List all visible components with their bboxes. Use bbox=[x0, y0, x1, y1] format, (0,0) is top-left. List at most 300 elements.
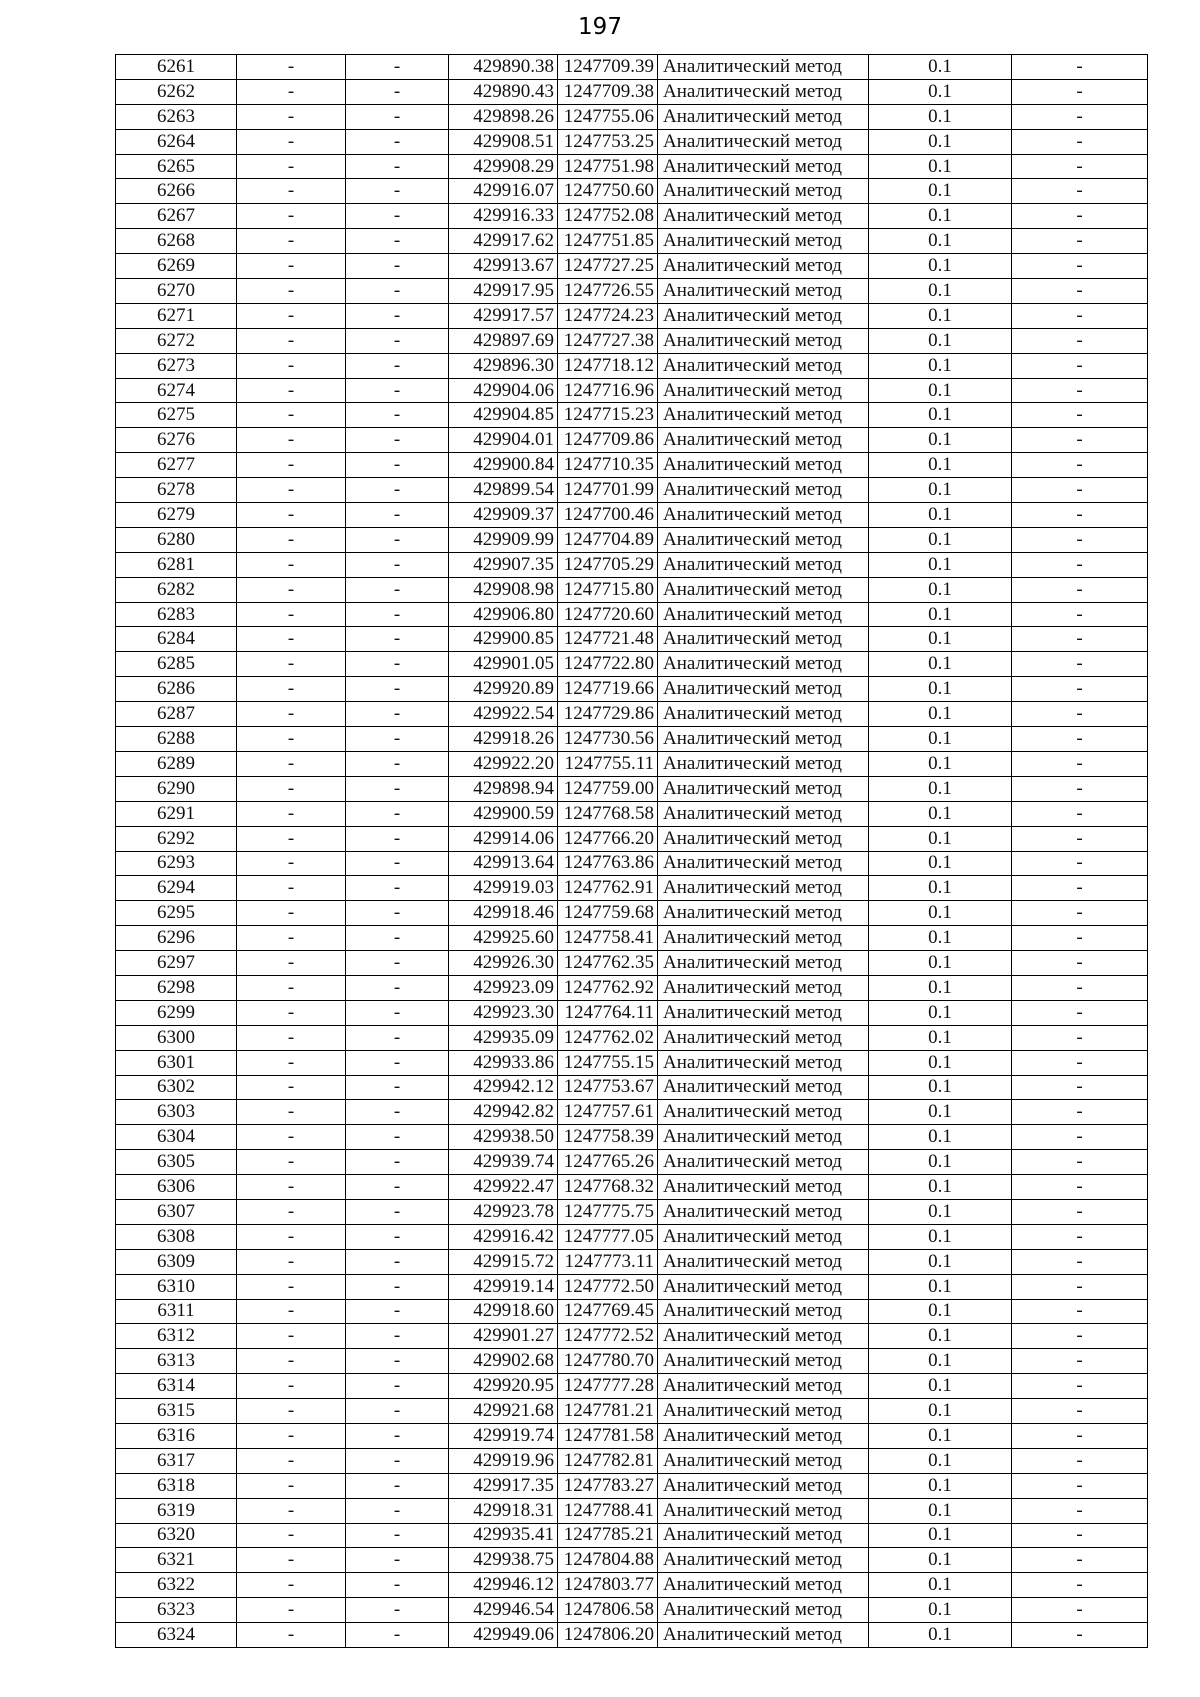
dash-cell-b: - bbox=[346, 975, 449, 1000]
dash-cell-b: - bbox=[346, 1523, 449, 1548]
method-cell: Аналитический метод bbox=[658, 1050, 869, 1075]
method-cell: Аналитический метод bbox=[658, 1349, 869, 1374]
dash-cell-c: - bbox=[1012, 478, 1148, 503]
dash-cell-c: - bbox=[1012, 702, 1148, 727]
precision-cell: 0.1 bbox=[869, 503, 1012, 528]
precision-cell: 0.1 bbox=[869, 702, 1012, 727]
y-coordinate-cell: 1247751.85 bbox=[558, 229, 658, 254]
dash-cell-c: - bbox=[1012, 154, 1148, 179]
method-cell: Аналитический метод bbox=[658, 1025, 869, 1050]
x-coordinate-cell: 429935.09 bbox=[449, 1025, 558, 1050]
dash-cell-c: - bbox=[1012, 1025, 1148, 1050]
dash-cell-c: - bbox=[1012, 403, 1148, 428]
point-number-cell: 6317 bbox=[116, 1448, 237, 1473]
x-coordinate-cell: 429900.59 bbox=[449, 801, 558, 826]
y-coordinate-cell: 1247721.48 bbox=[558, 627, 658, 652]
dash-cell-b: - bbox=[346, 79, 449, 104]
x-coordinate-cell: 429902.68 bbox=[449, 1349, 558, 1374]
method-cell: Аналитический метод bbox=[658, 1498, 869, 1523]
point-number-cell: 6315 bbox=[116, 1399, 237, 1424]
x-coordinate-cell: 429890.38 bbox=[449, 55, 558, 80]
x-coordinate-cell: 429906.80 bbox=[449, 602, 558, 627]
table-row bbox=[116, 652, 1148, 677]
dash-cell-b: - bbox=[346, 851, 449, 876]
method-cell: Аналитический метод bbox=[658, 55, 869, 80]
method-cell: Аналитический метод bbox=[658, 901, 869, 926]
point-number-cell: 6297 bbox=[116, 951, 237, 976]
y-coordinate-cell: 1247709.39 bbox=[558, 55, 658, 80]
precision-cell: 0.1 bbox=[869, 1324, 1012, 1349]
table-row bbox=[116, 1025, 1148, 1050]
y-coordinate-cell: 1247781.21 bbox=[558, 1399, 658, 1424]
x-coordinate-cell: 429920.89 bbox=[449, 677, 558, 702]
dash-cell-a: - bbox=[237, 1598, 346, 1623]
precision-cell: 0.1 bbox=[869, 1623, 1012, 1648]
x-coordinate-cell: 429915.72 bbox=[449, 1249, 558, 1274]
point-number-cell: 6311 bbox=[116, 1299, 237, 1324]
x-coordinate-cell: 429899.54 bbox=[449, 478, 558, 503]
method-cell: Аналитический метод bbox=[658, 1150, 869, 1175]
x-coordinate-cell: 429949.06 bbox=[449, 1623, 558, 1648]
precision-cell: 0.1 bbox=[869, 1075, 1012, 1100]
method-cell: Аналитический метод bbox=[658, 1100, 869, 1125]
method-cell: Аналитический метод bbox=[658, 1548, 869, 1573]
y-coordinate-cell: 1247762.02 bbox=[558, 1025, 658, 1050]
y-coordinate-cell: 1247729.86 bbox=[558, 702, 658, 727]
point-number-cell: 6285 bbox=[116, 652, 237, 677]
precision-cell: 0.1 bbox=[869, 1100, 1012, 1125]
table-row bbox=[116, 1473, 1148, 1498]
table-row bbox=[116, 801, 1148, 826]
precision-cell: 0.1 bbox=[869, 1050, 1012, 1075]
dash-cell-c: - bbox=[1012, 229, 1148, 254]
dash-cell-b: - bbox=[346, 428, 449, 453]
point-number-cell: 6291 bbox=[116, 801, 237, 826]
dash-cell-a: - bbox=[237, 1075, 346, 1100]
dash-cell-b: - bbox=[346, 552, 449, 577]
dash-cell-b: - bbox=[346, 702, 449, 727]
table-row bbox=[116, 478, 1148, 503]
point-number-cell: 6309 bbox=[116, 1249, 237, 1274]
dash-cell-b: - bbox=[346, 1498, 449, 1523]
dash-cell-b: - bbox=[346, 901, 449, 926]
dash-cell-b: - bbox=[346, 104, 449, 129]
x-coordinate-cell: 429922.47 bbox=[449, 1175, 558, 1200]
method-cell: Аналитический метод bbox=[658, 503, 869, 528]
dash-cell-c: - bbox=[1012, 851, 1148, 876]
method-cell: Аналитический метод bbox=[658, 428, 869, 453]
precision-cell: 0.1 bbox=[869, 1448, 1012, 1473]
point-number-cell: 6299 bbox=[116, 1000, 237, 1025]
dash-cell-a: - bbox=[237, 428, 346, 453]
precision-cell: 0.1 bbox=[869, 826, 1012, 851]
dash-cell-a: - bbox=[237, 552, 346, 577]
dash-cell-b: - bbox=[346, 1224, 449, 1249]
y-coordinate-cell: 1247755.06 bbox=[558, 104, 658, 129]
precision-cell: 0.1 bbox=[869, 1548, 1012, 1573]
table-row bbox=[116, 1573, 1148, 1598]
method-cell: Аналитический метод bbox=[658, 1224, 869, 1249]
method-cell: Аналитический метод bbox=[658, 926, 869, 951]
method-cell: Аналитический метод bbox=[658, 1299, 869, 1324]
dash-cell-b: - bbox=[346, 1448, 449, 1473]
y-coordinate-cell: 1247782.81 bbox=[558, 1448, 658, 1473]
dash-cell-a: - bbox=[237, 478, 346, 503]
y-coordinate-cell: 1247780.70 bbox=[558, 1349, 658, 1374]
dash-cell-b: - bbox=[346, 776, 449, 801]
dash-cell-c: - bbox=[1012, 677, 1148, 702]
precision-cell: 0.1 bbox=[869, 1399, 1012, 1424]
method-cell: Аналитический метод bbox=[658, 1249, 869, 1274]
table-row bbox=[116, 254, 1148, 279]
point-number-cell: 6279 bbox=[116, 503, 237, 528]
table-row bbox=[116, 1175, 1148, 1200]
y-coordinate-cell: 1247758.41 bbox=[558, 926, 658, 951]
dash-cell-c: - bbox=[1012, 801, 1148, 826]
dash-cell-a: - bbox=[237, 1324, 346, 1349]
table-row bbox=[116, 1150, 1148, 1175]
y-coordinate-cell: 1247785.21 bbox=[558, 1523, 658, 1548]
y-coordinate-cell: 1247755.11 bbox=[558, 751, 658, 776]
dash-cell-c: - bbox=[1012, 776, 1148, 801]
dash-cell-c: - bbox=[1012, 79, 1148, 104]
table-row bbox=[116, 1374, 1148, 1399]
point-number-cell: 6298 bbox=[116, 975, 237, 1000]
dash-cell-b: - bbox=[346, 378, 449, 403]
y-coordinate-cell: 1247709.86 bbox=[558, 428, 658, 453]
dash-cell-a: - bbox=[237, 975, 346, 1000]
method-cell: Аналитический метод bbox=[658, 1324, 869, 1349]
y-coordinate-cell: 1247803.77 bbox=[558, 1573, 658, 1598]
dash-cell-a: - bbox=[237, 826, 346, 851]
table-row bbox=[116, 503, 1148, 528]
table-row bbox=[116, 702, 1148, 727]
point-number-cell: 6312 bbox=[116, 1324, 237, 1349]
dash-cell-a: - bbox=[237, 1224, 346, 1249]
x-coordinate-cell: 429908.29 bbox=[449, 154, 558, 179]
dash-cell-a: - bbox=[237, 1199, 346, 1224]
table-row bbox=[116, 677, 1148, 702]
method-cell: Аналитический метод bbox=[658, 1000, 869, 1025]
table-row bbox=[116, 727, 1148, 752]
y-coordinate-cell: 1247764.11 bbox=[558, 1000, 658, 1025]
y-coordinate-cell: 1247766.20 bbox=[558, 826, 658, 851]
dash-cell-b: - bbox=[346, 826, 449, 851]
y-coordinate-cell: 1247719.66 bbox=[558, 677, 658, 702]
table-row bbox=[116, 1623, 1148, 1648]
x-coordinate-cell: 429918.31 bbox=[449, 1498, 558, 1523]
y-coordinate-cell: 1247757.61 bbox=[558, 1100, 658, 1125]
table-row bbox=[116, 1548, 1148, 1573]
precision-cell: 0.1 bbox=[869, 776, 1012, 801]
x-coordinate-cell: 429913.64 bbox=[449, 851, 558, 876]
x-coordinate-cell: 429939.74 bbox=[449, 1150, 558, 1175]
x-coordinate-cell: 429946.12 bbox=[449, 1573, 558, 1598]
y-coordinate-cell: 1247765.26 bbox=[558, 1150, 658, 1175]
x-coordinate-cell: 429933.86 bbox=[449, 1050, 558, 1075]
dash-cell-b: - bbox=[346, 403, 449, 428]
dash-cell-a: - bbox=[237, 1573, 346, 1598]
y-coordinate-cell: 1247762.35 bbox=[558, 951, 658, 976]
method-cell: Аналитический метод bbox=[658, 751, 869, 776]
x-coordinate-cell: 429918.26 bbox=[449, 727, 558, 752]
x-coordinate-cell: 429923.78 bbox=[449, 1199, 558, 1224]
method-cell: Аналитический метод bbox=[658, 951, 869, 976]
method-cell: Аналитический метод bbox=[658, 1075, 869, 1100]
method-cell: Аналитический метод bbox=[658, 652, 869, 677]
dash-cell-a: - bbox=[237, 1473, 346, 1498]
x-coordinate-cell: 429917.95 bbox=[449, 279, 558, 304]
dash-cell-a: - bbox=[237, 154, 346, 179]
y-coordinate-cell: 1247704.89 bbox=[558, 527, 658, 552]
table-row bbox=[116, 751, 1148, 776]
method-cell: Аналитический метод bbox=[658, 378, 869, 403]
method-cell: Аналитический метод bbox=[658, 677, 869, 702]
x-coordinate-cell: 429908.98 bbox=[449, 577, 558, 602]
y-coordinate-cell: 1247769.45 bbox=[558, 1299, 658, 1324]
method-cell: Аналитический метод bbox=[658, 577, 869, 602]
dash-cell-a: - bbox=[237, 1523, 346, 1548]
method-cell: Аналитический метод bbox=[658, 204, 869, 229]
method-cell: Аналитический метод bbox=[658, 1125, 869, 1150]
dash-cell-c: - bbox=[1012, 727, 1148, 752]
point-number-cell: 6321 bbox=[116, 1548, 237, 1573]
dash-cell-c: - bbox=[1012, 353, 1148, 378]
dash-cell-c: - bbox=[1012, 279, 1148, 304]
dash-cell-c: - bbox=[1012, 204, 1148, 229]
point-number-cell: 6284 bbox=[116, 627, 237, 652]
dash-cell-b: - bbox=[346, 727, 449, 752]
y-coordinate-cell: 1247710.35 bbox=[558, 453, 658, 478]
method-cell: Аналитический метод bbox=[658, 328, 869, 353]
dash-cell-a: - bbox=[237, 129, 346, 154]
method-cell: Аналитический метод bbox=[658, 1473, 869, 1498]
dash-cell-a: - bbox=[237, 229, 346, 254]
y-coordinate-cell: 1247753.67 bbox=[558, 1075, 658, 1100]
dash-cell-c: - bbox=[1012, 1623, 1148, 1648]
method-cell: Аналитический метод bbox=[658, 876, 869, 901]
precision-cell: 0.1 bbox=[869, 1175, 1012, 1200]
point-number-cell: 6302 bbox=[116, 1075, 237, 1100]
method-cell: Аналитический метод bbox=[658, 453, 869, 478]
x-coordinate-cell: 429907.35 bbox=[449, 552, 558, 577]
x-coordinate-cell: 429923.09 bbox=[449, 975, 558, 1000]
point-number-cell: 6301 bbox=[116, 1050, 237, 1075]
method-cell: Аналитический метод bbox=[658, 627, 869, 652]
method-cell: Аналитический метод bbox=[658, 254, 869, 279]
x-coordinate-cell: 429909.37 bbox=[449, 503, 558, 528]
dash-cell-b: - bbox=[346, 1623, 449, 1648]
dash-cell-c: - bbox=[1012, 55, 1148, 80]
method-cell: Аналитический метод bbox=[658, 527, 869, 552]
table-row bbox=[116, 204, 1148, 229]
dash-cell-c: - bbox=[1012, 652, 1148, 677]
dash-cell-b: - bbox=[346, 1050, 449, 1075]
table-row bbox=[116, 328, 1148, 353]
point-number-cell: 6290 bbox=[116, 776, 237, 801]
dash-cell-b: - bbox=[346, 1374, 449, 1399]
method-cell: Аналитический метод bbox=[658, 1399, 869, 1424]
dash-cell-a: - bbox=[237, 851, 346, 876]
method-cell: Аналитический метод bbox=[658, 975, 869, 1000]
dash-cell-b: - bbox=[346, 254, 449, 279]
x-coordinate-cell: 429918.60 bbox=[449, 1299, 558, 1324]
dash-cell-a: - bbox=[237, 577, 346, 602]
dash-cell-b: - bbox=[346, 1125, 449, 1150]
y-coordinate-cell: 1247783.27 bbox=[558, 1473, 658, 1498]
coordinates-table bbox=[115, 54, 1148, 1648]
point-number-cell: 6314 bbox=[116, 1374, 237, 1399]
point-number-cell: 6313 bbox=[116, 1349, 237, 1374]
dash-cell-c: - bbox=[1012, 129, 1148, 154]
y-coordinate-cell: 1247804.88 bbox=[558, 1548, 658, 1573]
table-row bbox=[116, 1224, 1148, 1249]
dash-cell-c: - bbox=[1012, 328, 1148, 353]
dash-cell-c: - bbox=[1012, 1448, 1148, 1473]
dash-cell-c: - bbox=[1012, 975, 1148, 1000]
point-number-cell: 6322 bbox=[116, 1573, 237, 1598]
y-coordinate-cell: 1247727.25 bbox=[558, 254, 658, 279]
point-number-cell: 6289 bbox=[116, 751, 237, 776]
table-row bbox=[116, 1075, 1148, 1100]
dash-cell-c: - bbox=[1012, 303, 1148, 328]
table-row bbox=[116, 627, 1148, 652]
y-coordinate-cell: 1247806.58 bbox=[558, 1598, 658, 1623]
dash-cell-c: - bbox=[1012, 1573, 1148, 1598]
y-coordinate-cell: 1247773.11 bbox=[558, 1249, 658, 1274]
y-coordinate-cell: 1247762.91 bbox=[558, 876, 658, 901]
point-number-cell: 6269 bbox=[116, 254, 237, 279]
dash-cell-c: - bbox=[1012, 1548, 1148, 1573]
dash-cell-a: - bbox=[237, 951, 346, 976]
dash-cell-a: - bbox=[237, 1349, 346, 1374]
precision-cell: 0.1 bbox=[869, 55, 1012, 80]
point-number-cell: 6272 bbox=[116, 328, 237, 353]
dash-cell-b: - bbox=[346, 55, 449, 80]
dash-cell-a: - bbox=[237, 279, 346, 304]
dash-cell-c: - bbox=[1012, 876, 1148, 901]
precision-cell: 0.1 bbox=[869, 926, 1012, 951]
table-row bbox=[116, 951, 1148, 976]
point-number-cell: 6307 bbox=[116, 1199, 237, 1224]
x-coordinate-cell: 429917.35 bbox=[449, 1473, 558, 1498]
x-coordinate-cell: 429916.07 bbox=[449, 179, 558, 204]
dash-cell-b: - bbox=[346, 577, 449, 602]
table-row bbox=[116, 428, 1148, 453]
dash-cell-c: - bbox=[1012, 1199, 1148, 1224]
point-number-cell: 6280 bbox=[116, 527, 237, 552]
dash-cell-c: - bbox=[1012, 428, 1148, 453]
point-number-cell: 6273 bbox=[116, 353, 237, 378]
precision-cell: 0.1 bbox=[869, 577, 1012, 602]
y-coordinate-cell: 1247705.29 bbox=[558, 552, 658, 577]
table-row bbox=[116, 776, 1148, 801]
dash-cell-a: - bbox=[237, 776, 346, 801]
point-number-cell: 6261 bbox=[116, 55, 237, 80]
y-coordinate-cell: 1247751.98 bbox=[558, 154, 658, 179]
point-number-cell: 6277 bbox=[116, 453, 237, 478]
dash-cell-c: - bbox=[1012, 1473, 1148, 1498]
precision-cell: 0.1 bbox=[869, 179, 1012, 204]
precision-cell: 0.1 bbox=[869, 353, 1012, 378]
dash-cell-c: - bbox=[1012, 1249, 1148, 1274]
y-coordinate-cell: 1247759.68 bbox=[558, 901, 658, 926]
table-row bbox=[116, 975, 1148, 1000]
dash-cell-c: - bbox=[1012, 1000, 1148, 1025]
dash-cell-a: - bbox=[237, 1175, 346, 1200]
dash-cell-b: - bbox=[346, 129, 449, 154]
precision-cell: 0.1 bbox=[869, 1299, 1012, 1324]
precision-cell: 0.1 bbox=[869, 1473, 1012, 1498]
y-coordinate-cell: 1247781.58 bbox=[558, 1423, 658, 1448]
method-cell: Аналитический метод bbox=[658, 1448, 869, 1473]
table-row bbox=[116, 229, 1148, 254]
point-number-cell: 6275 bbox=[116, 403, 237, 428]
dash-cell-c: - bbox=[1012, 453, 1148, 478]
point-number-cell: 6320 bbox=[116, 1523, 237, 1548]
precision-cell: 0.1 bbox=[869, 1423, 1012, 1448]
point-number-cell: 6270 bbox=[116, 279, 237, 304]
dash-cell-c: - bbox=[1012, 1100, 1148, 1125]
dash-cell-c: - bbox=[1012, 951, 1148, 976]
point-number-cell: 6267 bbox=[116, 204, 237, 229]
precision-cell: 0.1 bbox=[869, 627, 1012, 652]
dash-cell-a: - bbox=[237, 801, 346, 826]
precision-cell: 0.1 bbox=[869, 1025, 1012, 1050]
precision-cell: 0.1 bbox=[869, 901, 1012, 926]
y-coordinate-cell: 1247759.00 bbox=[558, 776, 658, 801]
x-coordinate-cell: 429904.06 bbox=[449, 378, 558, 403]
dash-cell-c: - bbox=[1012, 1399, 1148, 1424]
y-coordinate-cell: 1247752.08 bbox=[558, 204, 658, 229]
dash-cell-b: - bbox=[346, 1473, 449, 1498]
table-row bbox=[116, 1274, 1148, 1299]
dash-cell-a: - bbox=[237, 1000, 346, 1025]
table-row bbox=[116, 154, 1148, 179]
point-number-cell: 6276 bbox=[116, 428, 237, 453]
dash-cell-a: - bbox=[237, 104, 346, 129]
dash-cell-c: - bbox=[1012, 826, 1148, 851]
point-number-cell: 6292 bbox=[116, 826, 237, 851]
x-coordinate-cell: 429900.84 bbox=[449, 453, 558, 478]
y-coordinate-cell: 1247775.75 bbox=[558, 1199, 658, 1224]
dash-cell-b: - bbox=[346, 1025, 449, 1050]
dash-cell-b: - bbox=[346, 1249, 449, 1274]
y-coordinate-cell: 1247768.32 bbox=[558, 1175, 658, 1200]
dash-cell-a: - bbox=[237, 1150, 346, 1175]
precision-cell: 0.1 bbox=[869, 403, 1012, 428]
table-row bbox=[116, 1423, 1148, 1448]
dash-cell-b: - bbox=[346, 478, 449, 503]
point-number-cell: 6293 bbox=[116, 851, 237, 876]
dash-cell-b: - bbox=[346, 1299, 449, 1324]
precision-cell: 0.1 bbox=[869, 876, 1012, 901]
x-coordinate-cell: 429919.96 bbox=[449, 1448, 558, 1473]
y-coordinate-cell: 1247768.58 bbox=[558, 801, 658, 826]
precision-cell: 0.1 bbox=[869, 552, 1012, 577]
point-number-cell: 6323 bbox=[116, 1598, 237, 1623]
x-coordinate-cell: 429920.95 bbox=[449, 1374, 558, 1399]
x-coordinate-cell: 429913.67 bbox=[449, 254, 558, 279]
table-row bbox=[116, 926, 1148, 951]
dash-cell-a: - bbox=[237, 1249, 346, 1274]
x-coordinate-cell: 429897.69 bbox=[449, 328, 558, 353]
y-coordinate-cell: 1247718.12 bbox=[558, 353, 658, 378]
table-row bbox=[116, 602, 1148, 627]
precision-cell: 0.1 bbox=[869, 951, 1012, 976]
x-coordinate-cell: 429946.54 bbox=[449, 1598, 558, 1623]
method-cell: Аналитический метод bbox=[658, 229, 869, 254]
